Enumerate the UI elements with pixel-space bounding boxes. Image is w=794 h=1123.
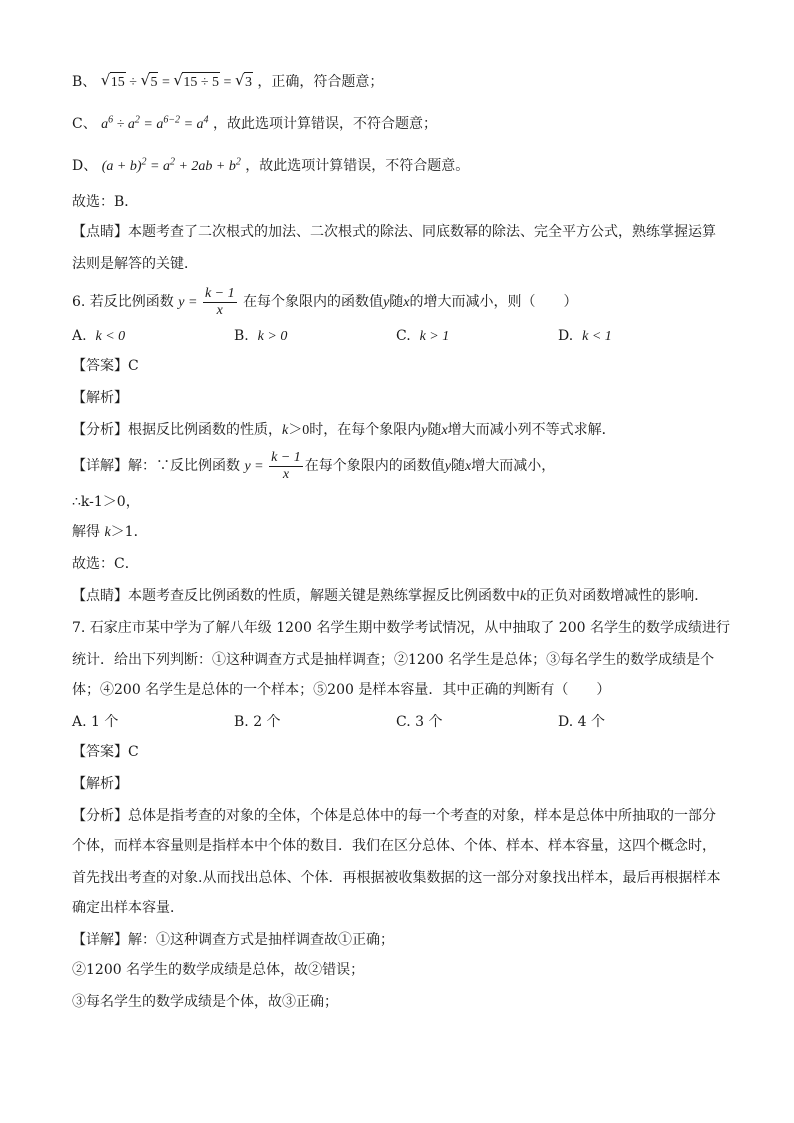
comment-text: 本题考查了二次根式的加法、二次根式的除法、同底数幂的除法、完全平方公式，熟练掌握运算	[128, 224, 716, 240]
math-expression: y = $\frac{k - 1}{x}$	[244, 450, 301, 483]
option-label: C、	[72, 116, 97, 132]
q6-analysis: 【分析】根据反比例函数的性质，k＞0时，在每个象限内y随x增大而减小列不等式求解．	[72, 422, 616, 438]
option-label: A.	[72, 328, 87, 344]
q7-detail-line1	[72, 930, 734, 950]
option-label: C.	[396, 328, 411, 344]
q5-option-b	[72, 72, 734, 93]
q5-choose: 故选：B．	[72, 194, 139, 210]
option-label: D、	[72, 158, 98, 174]
q6-choose: 故选：C．	[72, 556, 139, 572]
q6-option-c: C. k > 1	[396, 328, 450, 344]
q7-detail-line3: ③每名学生的数学成绩是个体，故③正确；	[72, 994, 338, 1010]
detail-text: 随	[451, 458, 466, 474]
option-label: D.	[558, 328, 574, 344]
comment-text: 本题考查反比例函数的性质，解题关键是熟练掌握反比例函数中	[128, 588, 520, 604]
detail-tag: 【详解】	[72, 458, 128, 474]
question-text: 6. 若反比例函数	[72, 294, 174, 310]
q7-jiexi: 【解析】	[72, 776, 128, 792]
q6-step2: 解得 k＞1．	[72, 524, 148, 540]
q5-comment-line2: 法则是解答的关键．	[72, 256, 198, 272]
q7-analysis-line2: 个体，而样本容量则是指样本中个体的数目．我们在区分总体、个体、样本、样本容量，这四个概念时，	[72, 838, 716, 854]
answer-value: C	[128, 358, 139, 374]
option-label: B、	[72, 74, 97, 90]
analysis-tag: 【分析】	[72, 422, 128, 438]
question-text: 的增大而减小，则（ ）	[409, 294, 578, 310]
comment-tag: 【点睛】	[72, 588, 128, 604]
q6-jiexi: 【解析】	[72, 390, 128, 406]
math-expression: y = $\frac{k - 1}{x}$	[178, 286, 235, 319]
detail-tag: 【详解】	[72, 932, 128, 948]
q7-option-a: A. 1 个	[72, 714, 119, 730]
q5-option-c	[72, 114, 734, 135]
q5-option-d	[72, 156, 734, 177]
q7-stem-line3: 体；④200 名学生是总体的一个样本；⑤200 是样本容量．其中正确的判断有（ ）	[72, 682, 611, 698]
q6-answer	[72, 356, 734, 376]
math-expression: $a^6 \div a^2 = a^{6-2} = a^4$	[101, 114, 209, 132]
q5-comment-line1	[72, 222, 734, 242]
q7-option-c: C. 3 个	[396, 714, 443, 730]
comment-text: 的正负对函数增减性的影响．	[526, 588, 709, 604]
option-text: ，故此选项计算错误，不符合题意；	[212, 116, 437, 132]
math-expression: $(a + b)^2 = a^2 + 2ab + b^2$	[101, 156, 241, 174]
detail-text: 解：∵反比例函数	[128, 458, 240, 474]
detail-text: 解：①这种调查方式是抽样调查故①正确；	[128, 932, 394, 948]
step-text: ＞1．	[110, 524, 148, 540]
analysis-text: 总体是指考查的对象的全体，个体是总体中的每一个考查的对象，样本是总体中所抽取的一部分	[128, 808, 716, 824]
q7-detail-line2: ②1200 名学生的数学成绩是总体，故②错误；	[72, 962, 365, 978]
detail-text: 在每个象限内的函数值	[304, 458, 445, 474]
q6-comment: 【点睛】本题考查反比例函数的性质，解题关键是熟练掌握反比例函数中k的正负对函数增减性的影响．	[72, 588, 709, 604]
question-text: 随	[389, 294, 404, 310]
option-text: ，故此选项计算错误，不符合题意。	[245, 158, 470, 174]
q7-option-b: B. 2 个	[234, 714, 281, 730]
analysis-text: 根据反比例函数的性质，	[128, 422, 282, 438]
q7-analysis-line4: 确定出样本容量．	[72, 900, 184, 916]
step-text: 解得	[72, 524, 100, 540]
answer-tag: 【答案】	[72, 744, 128, 760]
answer-tag: 【答案】	[72, 358, 128, 374]
detail-text: 增大而减小，	[471, 458, 556, 474]
math-expression: √ 15 ÷ √ 5 = √ 15 ÷ 5 = √ 3	[101, 75, 253, 90]
q7-stem-line1: 7. 石家庄市某中学为了解八年级 1200 名学生期中数学考试情况，从中抽取了 200 名学生的数学成绩进行	[72, 620, 730, 636]
q6-option-a: A. k < 0	[72, 328, 126, 344]
q7-stem-line2: 统计．给出下列判断：①这种调查方式是抽样调查；②1200 名学生是总体；③每名学生的数学成绩是个	[72, 652, 715, 668]
analysis-tag: 【分析】	[72, 808, 128, 824]
q6-option-d: D. k < 1	[558, 328, 612, 344]
q6-detail: 【详解】解：∵反比例函数 y = $\frac{k - 1}{x}$ 在每个象限内的函数值y随x增大而减小，	[72, 450, 556, 483]
q7-answer	[72, 742, 734, 762]
answer-value: C	[128, 744, 139, 760]
option-label: B.	[234, 328, 249, 344]
option-text: ，正确，符合题意；	[257, 74, 384, 90]
comment-tag: 【点睛】	[72, 224, 128, 240]
q6-option-b: B. k > 0	[234, 328, 288, 344]
analysis-text: 时，在每个象限内	[309, 422, 422, 438]
question-text: 在每个象限内的函数值	[243, 294, 384, 310]
q7-analysis-line3: 首先找出考查的对象.从而找出总体、个体．再根据被收集数据的这一部分对象找出样本，最后再根据样本	[72, 870, 721, 886]
analysis-text: 随	[427, 422, 442, 438]
q7-analysis-line1	[72, 806, 734, 826]
analysis-text: 增大而减小列不等式求解．	[447, 422, 616, 438]
q6-step1: ∴k-1＞0，	[72, 494, 140, 510]
q7-option-d: D. 4 个	[558, 714, 605, 730]
q6-stem: 6. 若反比例函数 y = $\frac{k - 1}{x}$ 在每个象限内的函数值y随x的增大而减小，则（ ）	[72, 286, 578, 319]
